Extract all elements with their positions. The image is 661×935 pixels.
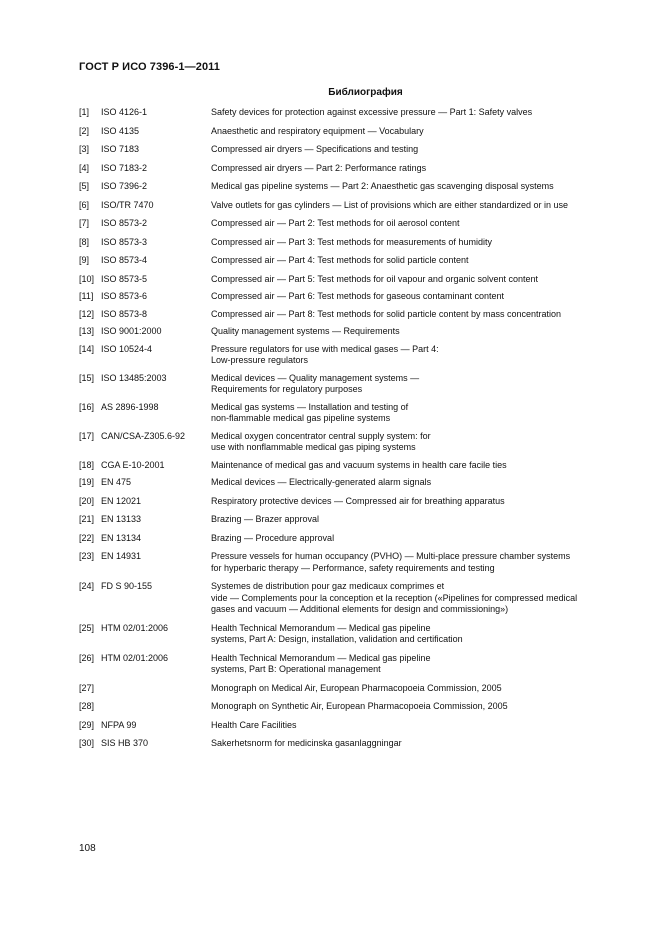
entry-standard-code: EN 13133 (101, 514, 142, 524)
entry-title-line: Compressed air — Part 5: Test methods for oil vapour and organic solvent content (211, 273, 539, 284)
entry-standard-code: ISO 8573-5 (101, 273, 148, 284)
entry-title-line: Respiratory protective devices — Compressed air for breathing apparatus (211, 495, 505, 506)
entry-title-line: Compressed air — Part 2: Test methods for oil aerosol content (211, 218, 460, 228)
entry-standard-code: ISO 9001:2000 (101, 326, 162, 336)
entry-standard-code: ISO 7396-2 (101, 181, 148, 191)
entry-standard-code: ISO 7183-2 (101, 162, 148, 173)
entry-number: [11] (79, 291, 94, 301)
entry-number: [29] (79, 719, 95, 730)
entry-title-line: for hyperbaric therapy — Performance, safety requirements and testing (211, 562, 495, 573)
entry-number: [24] (79, 581, 95, 591)
entry-title (211, 200, 619, 212)
entry-title-line: Low-pressure regulators (211, 355, 309, 365)
entry-title-line: Medical devices — Quality management systems — (211, 372, 420, 383)
entry-title (211, 701, 619, 713)
entry-title (211, 623, 619, 646)
entry-standard-code: ISO 8573-4 (101, 255, 148, 265)
entry-title (211, 373, 619, 396)
entry-number: [18] (79, 459, 95, 470)
entry-standard-code: ISO/TR 7470 (101, 199, 154, 210)
entry-title-line: Health Technical Memorandum — Medical gas pipeline (211, 622, 431, 633)
entry-standard-code: SIS HB 370 (101, 738, 149, 748)
bibliography-entry (79, 514, 619, 526)
entry-title (211, 163, 619, 175)
entry-title-line: gases and vacuum — Additional elements for design and commissioning») (211, 604, 509, 614)
entry-title-line: Monograph on Synthetic Air, European Pharmacopoeia Commission, 2005 (211, 701, 508, 711)
entry-number: [30] (79, 738, 95, 748)
bibliography-entry (79, 460, 619, 472)
bibliography-entry (79, 344, 619, 367)
entry-number: [28] (79, 701, 95, 711)
entry-title-line: Brazing — Brazer approval (211, 514, 320, 524)
entry-standard-code: ISO 13485:2003 (101, 372, 167, 383)
entry-standard-code: HTM 02/01:2006 (101, 622, 169, 633)
entry-title-line: vide — Complements pour la conception et la reception («Pipelines for compressed medical (211, 592, 578, 603)
bibliography-entry (79, 477, 619, 489)
entry-number: [27] (79, 682, 95, 693)
entry-number: [9] (79, 255, 90, 265)
bibliography-entry (79, 720, 619, 732)
bibliography-entry (79, 701, 619, 713)
bibliography-title: Библиография (328, 87, 403, 98)
entry-standard-code: EN 14931 (101, 551, 142, 561)
bibliography-entry (79, 623, 619, 646)
entry-title (211, 237, 619, 249)
bibliography-entry (79, 126, 619, 138)
entry-title (211, 514, 619, 526)
entry-number: [20] (79, 495, 95, 506)
entry-title-line: Medical oxygen concentrator central supply system: for (211, 430, 431, 441)
entry-standard-code: ISO 4135 (101, 125, 140, 136)
entry-title-line: systems, Part B: Operational management (211, 664, 381, 674)
entry-standard-code: ISO 7183 (101, 144, 140, 154)
entry-number: [1] (79, 107, 90, 117)
entry-title (211, 181, 619, 193)
entry-title-line: Compressed air — Part 8: Test methods for solid particle content by mass concentration (211, 308, 561, 319)
entry-title (211, 738, 619, 750)
bibliography-entry (79, 683, 619, 695)
bibliography-entry (79, 163, 619, 175)
bibliography-entry (79, 402, 619, 425)
entry-number: [26] (79, 652, 95, 663)
bibliography-entry (79, 431, 619, 454)
entry-title (211, 107, 619, 119)
entry-title (211, 477, 619, 489)
entry-title-line: Medical gas pipeline systems — Part 2: Anaesthetic gas scavenging disposal systems (211, 181, 554, 191)
bibliography-list (79, 107, 619, 757)
entry-title-line: Requirements for regulatory purposes (211, 384, 363, 394)
entry-title-line: Medical devices — Electrically-generated alarm signals (211, 477, 432, 487)
entry-title (211, 431, 619, 454)
entry-number: [19] (79, 477, 95, 487)
entry-title (211, 255, 619, 267)
entry-title (211, 551, 619, 574)
bibliography-entry (79, 373, 619, 396)
entry-standard-code: ISO 8573-8 (101, 308, 148, 319)
entry-title-line: Maintenance of medical gas and vacuum systems in health care facile ties (211, 459, 507, 470)
entry-standard-code: EN 12021 (101, 495, 142, 506)
entry-standard-code: EN 13134 (101, 532, 142, 543)
entry-number: [21] (79, 514, 95, 524)
entry-title (211, 326, 619, 338)
entry-standard-code: ISO 4126-1 (101, 107, 148, 117)
entry-title-line: Brazing — Procedure approval (211, 532, 335, 543)
entry-number: [25] (79, 622, 95, 633)
entry-title (211, 460, 619, 472)
bibliography-entry (79, 181, 619, 193)
entry-title-line: Systemes de distribution pour gaz medicaux comprimes et (211, 581, 445, 591)
entry-number: [22] (79, 532, 95, 543)
entry-title-line: use with nonflammable medical gas piping systems (211, 442, 416, 452)
entry-title-line: Medical gas systems — Installation and testing of (211, 401, 409, 412)
bibliography-entry (79, 581, 619, 616)
entry-title (211, 218, 619, 230)
entry-number: [16] (79, 401, 95, 412)
bibliography-entry (79, 255, 619, 267)
bibliography-entry (79, 200, 619, 212)
entry-number: [23] (79, 551, 95, 561)
entry-title (211, 274, 619, 286)
bibliography-entry (79, 653, 619, 676)
entry-title (211, 344, 619, 367)
bibliography-entry (79, 738, 619, 750)
document-header: ГОСТ Р ИСО 7396-1—2011 (79, 61, 220, 73)
entry-standard-code: ISO 8573-6 (101, 291, 148, 301)
bibliography-entry (79, 291, 619, 303)
entry-title-line: Sakerhetsnorm for medicinska gasanlaggningar (211, 738, 402, 748)
entry-title (211, 581, 619, 616)
entry-standard-code: CAN/CSA-Z305.6-92 (101, 430, 186, 441)
entry-title-line: Valve outlets for gas cylinders — List of provisions which are either standardized or in use (211, 199, 569, 210)
entry-title (211, 683, 619, 695)
bibliography-entry (79, 551, 619, 574)
entry-title-line: Compressed air — Part 4: Test methods for solid particle content (211, 255, 469, 265)
bibliography-entry (79, 309, 619, 321)
bibliography-entry (79, 237, 619, 249)
entry-title-line: Pressure regulators for use with medical gases — Part 4: (211, 343, 439, 354)
entry-number: [7] (79, 218, 90, 228)
entry-title-line: Compressed air dryers — Specifications and testing (211, 144, 419, 154)
entry-title (211, 291, 619, 303)
entry-number: [14] (79, 343, 95, 354)
entry-title (211, 309, 619, 321)
entry-title-line: non-flammable medical gas pipeline systems (211, 413, 391, 423)
entry-standard-code: ISO 10524-4 (101, 343, 153, 354)
entry-title-line: Health Technical Memorandum — Medical gas pipeline (211, 652, 431, 663)
entry-title-line: Compressed air — Part 6: Test methods for gaseous contaminant content (211, 291, 504, 301)
bibliography-entry (79, 144, 619, 156)
entry-title (211, 126, 619, 138)
bibliography-entry (79, 218, 619, 230)
entry-standard-code: FD S 90-155 (101, 581, 153, 591)
bibliography-entry (79, 533, 619, 545)
entry-title (211, 720, 619, 732)
entry-standard-code: ISO 8573-2 (101, 218, 148, 228)
entry-number: [2] (79, 125, 90, 136)
entry-standard-code: AS 2896-1998 (101, 401, 159, 412)
entry-title (211, 533, 619, 545)
entry-title (211, 144, 619, 156)
entry-title-line: systems, Part A: Design, installation, validation and certification (211, 634, 463, 644)
entry-title-line: Pressure vessels for human occupancy (PVHO) — Multi-place pressure chamber systems (211, 551, 571, 561)
entry-title-line: Anaesthetic and respiratory equipment — Vocabulary (211, 125, 424, 136)
entry-standard-code: ISO 8573-3 (101, 236, 148, 247)
bibliography-entry (79, 496, 619, 508)
bibliography-entry (79, 274, 619, 286)
entry-number: [10] (79, 273, 95, 284)
entry-title-line: Health Care Facilities (211, 719, 297, 730)
bibliography-entry (79, 326, 619, 338)
entry-title (211, 402, 619, 425)
entry-title-line: Safety devices for protection against excessive pressure — Part 1: Safety valves (211, 107, 533, 117)
entry-number: [12] (79, 308, 95, 319)
entry-number: [4] (79, 162, 90, 173)
entry-title-line: Compressed air — Part 3: Test methods for measurements of humidity (211, 236, 492, 247)
entry-title-line: Monograph on Medical Air, European Pharmacopoeia Commission, 2005 (211, 682, 502, 693)
entry-number: [5] (79, 181, 90, 191)
bibliography-entry (79, 107, 619, 119)
entry-number: [15] (79, 372, 95, 383)
page-number: 108 (79, 843, 96, 854)
entry-title-line: Compressed air dryers — Part 2: Performance ratings (211, 162, 427, 173)
entry-title-line: Quality management systems — Requirements (211, 326, 400, 336)
entry-standard-code: CGA E-10-2001 (101, 459, 165, 470)
entry-standard-code: NFPA 99 (101, 719, 137, 730)
entry-number: [8] (79, 236, 90, 247)
entry-standard-code: EN 475 (101, 477, 132, 487)
entry-standard-code: HTM 02/01:2006 (101, 652, 169, 663)
entry-number: [3] (79, 144, 90, 154)
entry-title (211, 496, 619, 508)
entry-title (211, 653, 619, 676)
entry-number: [6] (79, 199, 90, 210)
entry-number: [17] (79, 430, 95, 441)
entry-number: [13] (79, 326, 95, 336)
